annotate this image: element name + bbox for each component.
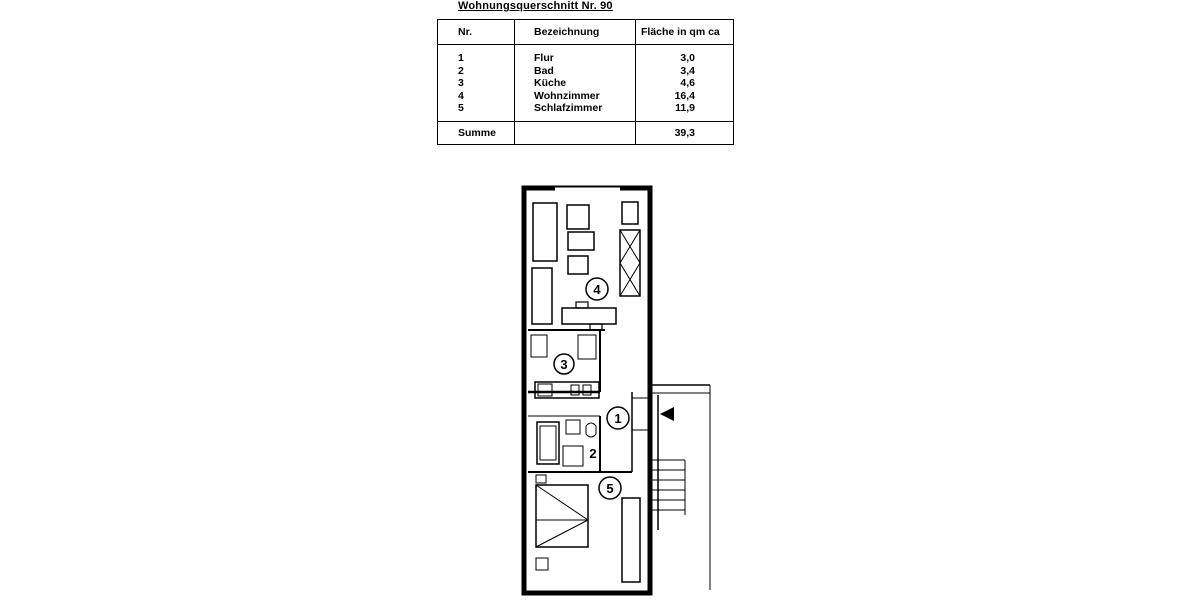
row-name: Bad [534,64,554,77]
stove [538,384,552,396]
bed [536,485,588,547]
area-table [437,19,734,145]
room-label-3: 3 [560,357,568,372]
header-bezeichnung: Bezeichnung [534,26,600,38]
armchair [567,205,589,229]
page-title: Wohnungsquerschnitt Nr. 90 [458,0,613,12]
room-label-4: 4 [593,282,601,297]
row-area: 16,4 [674,89,695,102]
row-nr: 2 [458,64,464,77]
room-label-2: 2 [589,446,597,461]
room-label-1: 1 [614,411,622,426]
toilet [586,423,596,437]
washbasin [566,420,580,434]
wardrobe [620,230,640,296]
armchair [568,256,588,274]
wardrobe [622,498,640,582]
shelf [532,268,552,324]
sum-value: 39,3 [674,127,695,139]
sum-label: Summe [458,127,496,139]
header-divider [438,44,733,45]
sink [583,385,591,395]
header-nr: Nr. [458,26,473,38]
kitchen-cabinet [531,335,547,357]
nightstand [536,475,546,483]
header-flaeche: Fläche in qm ca [641,26,720,38]
row-area: 3,0 [680,52,695,64]
row-area: 11,9 [675,102,695,114]
floor-plan [500,180,720,600]
row-area: 4,6 [680,77,695,89]
bath-cabinet [563,446,583,466]
dining-chair [576,302,588,308]
sink [571,385,579,395]
coffee-table [568,232,594,250]
row-name: Küche [534,77,567,89]
kitchen-cabinet [578,335,596,359]
sum-divider [438,121,733,122]
row-name: Flur [534,52,554,64]
row-name: Schlafzimmer [534,102,603,114]
nightstand [536,558,548,570]
row-name: Wohnzimmer [534,89,600,102]
bed-line [536,485,588,520]
column-divider [514,20,515,144]
bed-line [536,520,588,547]
chair [622,202,638,224]
entrance-arrow-icon [660,407,674,421]
bathtub-inner [540,426,556,460]
row-nr: 1 [458,52,464,64]
room-label-5: 5 [606,481,614,496]
dining-table [562,308,616,324]
row-nr: 5 [458,102,464,114]
sofa [533,203,557,261]
row-nr: 3 [458,77,464,89]
row-area: 3,4 [680,64,695,77]
row-nr: 4 [458,89,464,102]
